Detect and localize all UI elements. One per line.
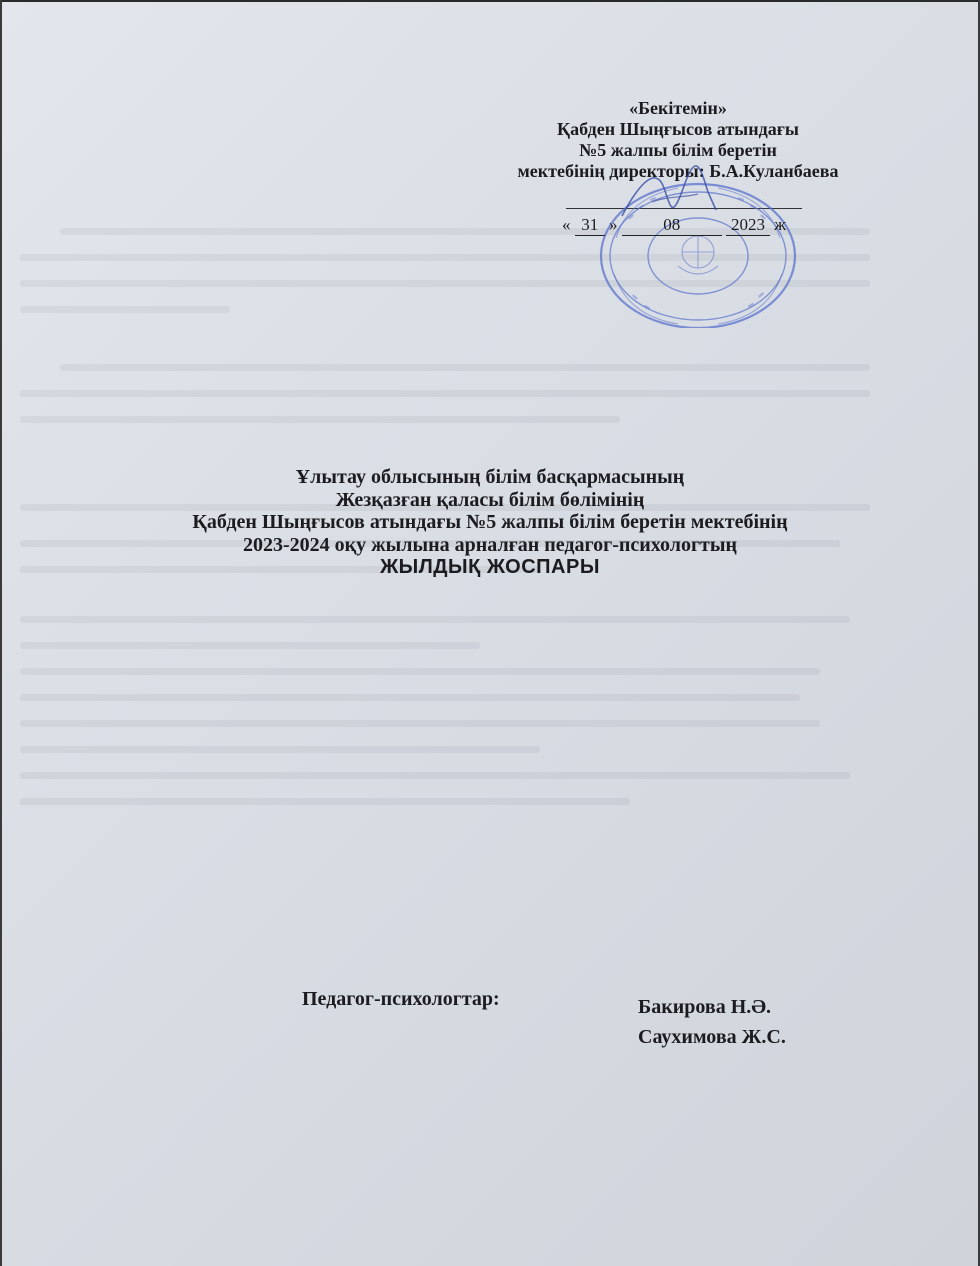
psychologists-names <box>638 992 786 1052</box>
approval-director: мектебінің директоры: Б.А.Куланбаева <box>517 161 839 181</box>
psychologist-name: Саухимова Ж.С. <box>638 1026 786 1048</box>
date-suffix: ж <box>774 215 786 234</box>
title-school-name: Қабден Шыңғысов атындағы №5 жалпы білім беретін мектебінің <box>192 511 788 533</box>
psychologists-role-label: Педагог-психологтар: <box>302 988 500 1010</box>
title-academic-year: 2023-2024 оқу жылына арналған педагог-психологтың <box>242 533 738 556</box>
title-region-department: Ұлытау облысының білім басқармасының <box>295 466 685 488</box>
document-title <box>40 466 940 579</box>
approval-school-type: №5 жалпы білім беретін <box>579 140 777 160</box>
approval-date <box>562 215 786 236</box>
date-day: 31 <box>575 215 605 236</box>
title-annual-plan: ЖЫЛДЫҚ ЖОСПАРЫ <box>380 556 600 578</box>
date-open-quote: « <box>562 215 571 234</box>
approval-heading: «Бекітемін» <box>629 98 727 118</box>
title-city-department: Жезқазған қаласы білім бөлімінің <box>335 488 645 511</box>
date-year: 2023 <box>726 215 770 236</box>
date-month: 08 <box>622 215 722 236</box>
date-close-quote: » <box>609 215 618 234</box>
approval-school-name: Қабден Шыңғысов атындағы <box>557 119 799 139</box>
psychologist-name: Бакирова Н.Ә. <box>638 996 772 1018</box>
